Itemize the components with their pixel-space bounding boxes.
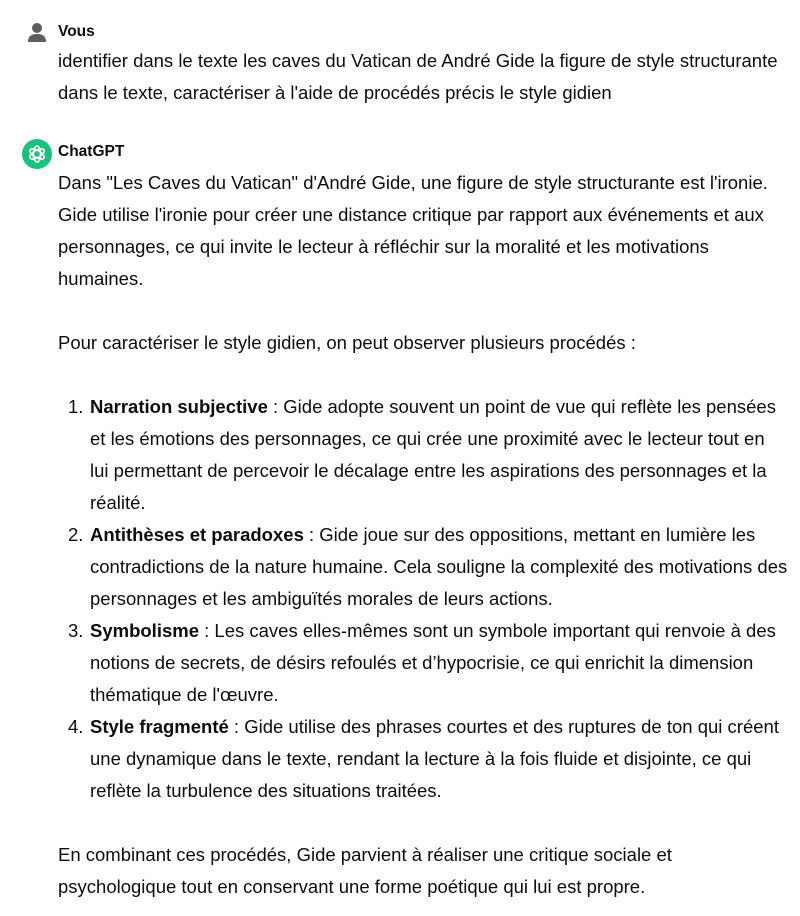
assistant-author-row — [0, 138, 800, 166]
assistant-intro-paragraph: Dans "Les Caves du Vatican" d'André Gide, une figure de style structurante est l'ironie. Gide utilise l'ironie pour créer une distance critique par rapport aux événements et aux personnages, ce qui invite le lecteur à réfléchir sur la moralité et les motivations humaines. — [58, 172, 768, 289]
list-item-term: Symbolisme — [90, 620, 199, 641]
list-item-term: Narration subjective — [90, 396, 268, 417]
user-author-name: Vous — [58, 23, 95, 40]
list-item-number: 1. — [68, 396, 84, 417]
list-item-text: : Les caves elles-mêmes sont un symbole important qui renvoie à des notions de secrets, de désirs refoulés et d’hypocrisie, ce qui enrichit la dimension thématique de l'œuvre. — [90, 620, 776, 705]
user-avatar — [22, 18, 52, 48]
list-item-number: 4. — [68, 716, 84, 737]
list-item-number: 3. — [68, 620, 84, 641]
list-item — [58, 711, 788, 807]
list-item — [58, 391, 788, 519]
list-item-text: : Gide adopte souvent un point de vue qui reflète les pensées et les émotions des personnages, ce qui crée une proximité avec le lecteur tout en lui permettant de percevoir le décalage entre les aspirations des personnages et la réalité. — [90, 396, 776, 513]
user-author-row — [0, 18, 800, 46]
user-person-icon — [22, 18, 52, 48]
list-item — [58, 615, 788, 711]
user-message — [0, 18, 800, 103]
assistant-list-intro: Pour caractériser le style gidien, on peut observer plusieurs procédés : — [58, 332, 636, 353]
user-message-text: identifier dans le texte les caves du Vatican de André Gide la figure de style structurante dans le texte, caractériser à l'aide de procédés précis le style gidien — [58, 50, 778, 103]
assistant-avatar — [22, 139, 52, 169]
assistant-message-body — [58, 167, 788, 903]
openai-logo-icon — [22, 139, 52, 169]
list-item-text: : Gide joue sur des oppositions, mettant en lumière les contradictions de la nature humaine. Cela souligne la complexité des motivations des personnages et les ambiguïtés morales de leurs actions. — [90, 524, 788, 609]
assistant-author-name: ChatGPT — [58, 143, 125, 160]
assistant-message — [0, 138, 800, 897]
list-item-text: : Gide utilise des phrases courtes et des ruptures de ton qui créent une dynamique dans le texte, rendant la lecture à la fois fluide et disjointe, ce qui reflète la turbulence des situations traitées. — [90, 716, 779, 801]
list-item — [58, 519, 788, 615]
list-item-number: 2. — [68, 524, 84, 545]
procedes-list — [58, 391, 788, 807]
list-item-term: Antithèses et paradoxes — [90, 524, 304, 545]
list-item-term: Style fragmenté — [90, 716, 229, 737]
assistant-conclusion-paragraph: En combinant ces procédés, Gide parvient à réaliser une critique sociale et psychologique tout en conservant une forme poétique qui lui est propre. — [58, 844, 672, 897]
